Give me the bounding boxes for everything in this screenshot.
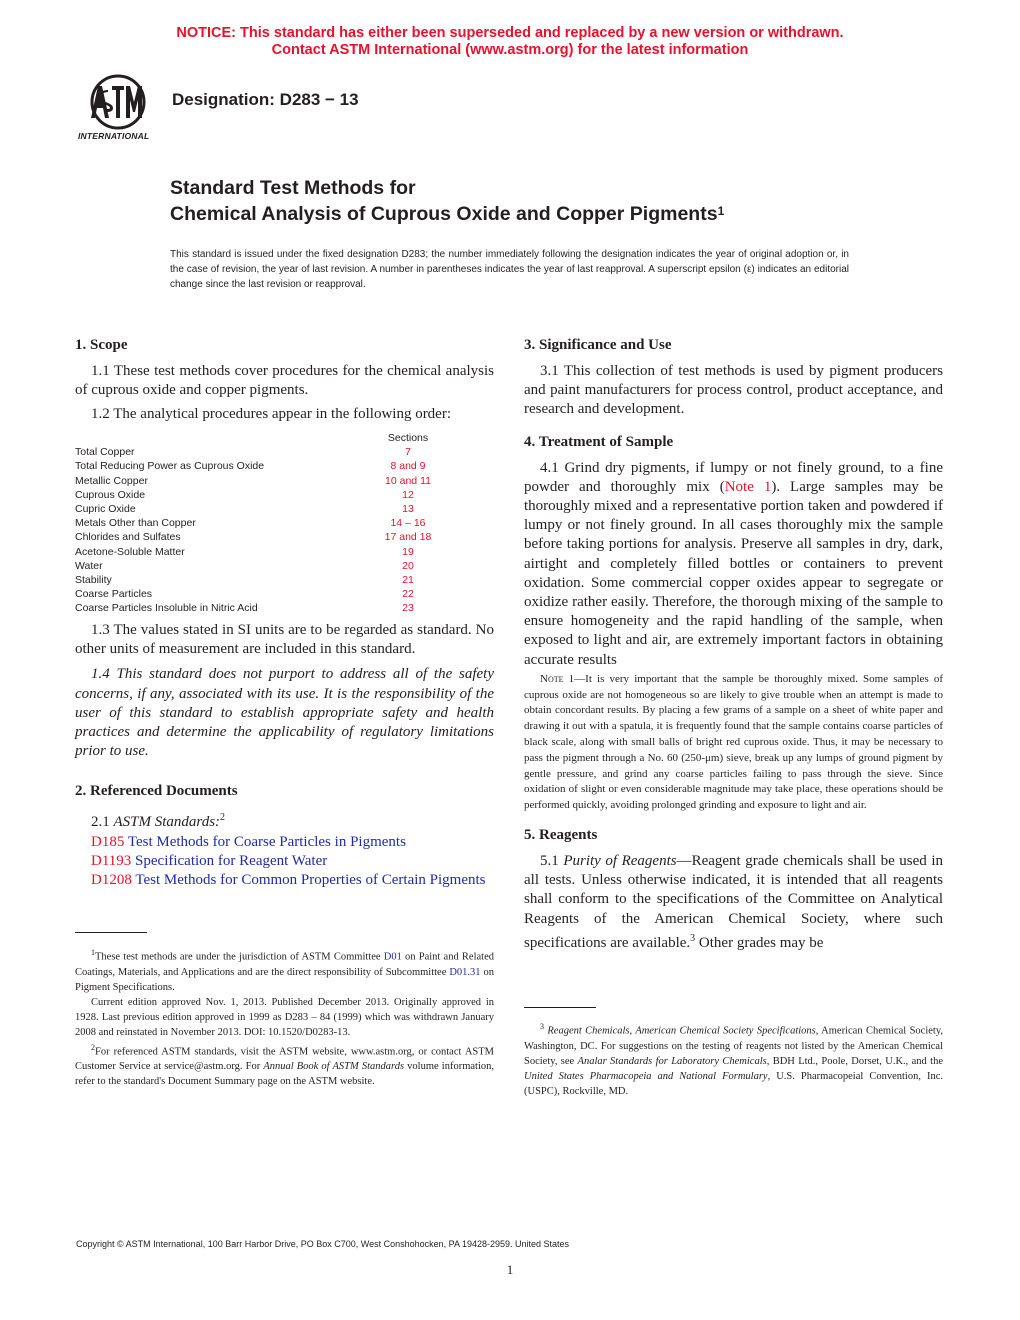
row-sections-link[interactable]: 7: [405, 446, 411, 459]
table-row: [75, 559, 494, 573]
document-title: [170, 175, 724, 227]
para-5-1-text-end: Other grades may be: [695, 934, 824, 951]
footnote-1-approval: Current edition approved Nov. 1, 2013. Published December 2013. Originally approved in 1928. Last previous edition approved in 1999 as D283 – 84 (1999) which was withdrawn January 2008 and reinstated in November 2013. DOI: 10.1520/D0283-13.: [75, 996, 494, 1038]
subcommittee-link[interactable]: D01.31: [449, 966, 481, 978]
footnote-3: [524, 1019, 943, 1099]
table-row: [75, 530, 494, 544]
sections-table: [75, 431, 494, 615]
footnote-2-book-title: Annual Book of ASTM Standards: [263, 1061, 405, 1072]
section-5-heading: 5. Reagents: [524, 827, 598, 844]
left-footnotes: [75, 945, 494, 1089]
row-name: Coarse Particles: [75, 588, 153, 601]
para-2-1: [75, 808, 494, 832]
title-line-1: Standard Test Methods for: [170, 177, 416, 199]
row-sections-link[interactable]: 10 and 11: [385, 474, 431, 487]
footnote-1-text-b: on Paint and Related Coatings, Materials, and Applications and are the direct responsibility of Subcommittee: [75, 951, 494, 978]
reference-title[interactable]: Test Methods for Common Properties of Certain Pigments: [135, 872, 486, 889]
row-sections-link[interactable]: 22: [402, 588, 414, 601]
designation: Designation: D283 − 13: [172, 90, 359, 109]
table-row: [75, 488, 494, 502]
reference-code[interactable]: D1193: [91, 852, 132, 869]
para-5-1-text: —Reagent grade chemicals shall be used in all tests. Unless otherwise indicated, it is intended that all reagents shall conform to the specifications of the Committee on Analytical Reagents of the American Chemical Society, where such specifications are available.: [524, 853, 943, 951]
para-5-1: [524, 852, 943, 953]
row-sections-link[interactable]: 17 and 18: [384, 531, 432, 544]
row-name: Metallic Copper: [75, 474, 148, 487]
right-footnotes: [524, 1019, 943, 1099]
footnote-2-text-a: For referenced ASTM standards, visit the ASTM website, www.astm.org, or contact ASTM Customer Service at service@astm.org. For: [75, 1046, 494, 1072]
withdrawal-notice: [0, 25, 1020, 59]
para-4-1-text-b: ). Large samples may be thoroughly mixed and a representative portion taken and powdered if lumpy or not finely ground. In all cases thoroughly mix the sample before taking portions for analysis. Preserve all samples in dry, dark, airtight and completely filled bottles or containers to prevent oxidation. Some commercial copper oxides appear to segregate or oxidize rather easily. Therefore, the thorough mixing of the sample to ensure homogeneity and the rapid handling of the sample, when exposed to light and air, are extremely important factors in obtaining accurate results: [524, 478, 943, 668]
footnote-divider: [75, 932, 147, 933]
row-sections-link[interactable]: 12: [402, 488, 414, 501]
right-column: [524, 336, 943, 953]
row-sections-link[interactable]: 13: [402, 502, 414, 515]
table-row: [75, 516, 494, 530]
reference-item[interactable]: [75, 852, 494, 871]
purity-of-reagents-label: Purity of Reagents: [563, 853, 677, 870]
row-name: Cuprous Oxide: [75, 488, 146, 501]
row-sections-link[interactable]: 20: [402, 559, 414, 572]
note-1-text: —It is very important that the sample be thoroughly mixed. Some samples of cuprous oxide are not homogeneous so are likely to give trouble when an attempt is made to obtain concordant results. By placing a few grams of a sample on a sheet of white paper and drawing it out with a spatula, it is frequently found that the sample contains coarse particles of black scale, along with small balls of bright red cuprous oxide. Thus, it may be necessary to pass the pigment through a No. 60 (250-μm) sieve, break up any lumps of ground pigment by gentle pressure, and grind any coarse particles failing to pass through the sieve. Since oxidation of slight or even considerable magnitude may take place, these operations should be performed quickly, avoiding prolonged grinding and exposure to light and air.: [524, 672, 943, 812]
footnote-2-text-b: volume information, refer to the standard's Document Summary page on the ASTM website.: [75, 1061, 494, 1087]
reference-code[interactable]: D1208: [91, 872, 132, 889]
note-1: [524, 672, 943, 814]
para-5-1-number: 5.1: [540, 853, 564, 870]
row-sections-link[interactable]: 14 – 16: [390, 517, 426, 530]
para-3-1: 3.1 This collection of test methods is used by pigment producers and paint manufacturers for process control, product acceptance, and research and development.: [524, 363, 943, 418]
reference-item[interactable]: [75, 833, 494, 852]
row-name: Coarse Particles Insoluble in Nitric Acid: [75, 602, 258, 615]
footnote-3-text-a: , American Chemical Society, Washington, DC. For suggestions on the testing of reagents not listed by the American Chemical Society, see: [524, 1025, 944, 1067]
footnote-1-text-a: These test methods are under the jurisdiction of ASTM Committee: [95, 951, 384, 963]
row-name: Chlorides and Sulfates: [75, 531, 181, 544]
notice-line-1: NOTICE: This standard has either been superseded and replaced by a new version or withdrawn.: [176, 25, 844, 41]
para-2-1-number: 2.1: [91, 814, 114, 831]
row-name: Cupric Oxide: [75, 502, 136, 515]
para-1-3: 1.3 The values stated in SI units are to be regarded as standard. No other units of measurement are included in this standard.: [75, 622, 494, 658]
table-row: [75, 459, 494, 473]
para-1-1: 1.1 These test methods cover procedures for the chemical analysis of cuprous oxide and copper pigments.: [75, 363, 494, 399]
table-row: [75, 587, 494, 601]
row-name: Stability: [75, 573, 112, 586]
row-name: Total Copper: [75, 446, 135, 459]
issuance-statement: This standard is issued under the fixed designation D283; the number immediately following the designation indicates the year of original adoption or, in the case of revision, the year of last revision. A number in parentheses indicates the year of last reapproval. A superscript epsilon (ε) indicates an editorial change since the last revision or reapproval.: [170, 249, 849, 290]
footnote-1: [75, 945, 494, 995]
footnote-2-mark: 2: [91, 1042, 95, 1052]
para-1-4: 1.4 This standard does not purport to address all of the safety concerns, if any, associated with its use. It is the responsibility of the user of this standard to establish appropriate safety and health practices and determine the applicability of regulatory limitations prior to use.: [75, 666, 494, 760]
left-column: [75, 336, 494, 425]
row-sections-link[interactable]: 23: [402, 602, 414, 615]
footnote-3-italic-3: United States Pharmacopeia and National Formulary: [524, 1070, 768, 1082]
row-name: Water: [75, 559, 103, 572]
footnote-1-text-c: on Pigment Specifications.: [75, 966, 494, 993]
para-4-1: [524, 459, 943, 670]
row-sections-link[interactable]: 19: [402, 545, 414, 558]
title-line-2: Chemical Analysis of Cuprous Oxide and Copper Pigments: [170, 203, 718, 225]
footnote-3-mark[interactable]: 3: [690, 932, 696, 944]
astm-logo: [76, 72, 160, 144]
footnote-3-italic-1: Reagent Chemicals, American Chemical Society Specifications: [547, 1025, 816, 1037]
para-4-1-text-a: 4.1 Grind dry pigments, if lumpy or not finely ground, to a fine powder and thoroughly mix (: [524, 459, 943, 495]
table-row: [75, 545, 494, 559]
footnote-2: [75, 1040, 494, 1090]
row-name: Total Reducing Power as Cuprous Oxide: [75, 460, 265, 473]
committee-link[interactable]: D01: [383, 951, 402, 963]
sections-column-header: Sections: [387, 432, 429, 444]
para-1-2: 1.2 The analytical procedures appear in the following order:: [91, 406, 452, 423]
footnote-3-text-b: , BDH Ltd., Poole, Dorset, U.K., and the: [766, 1055, 943, 1067]
footnote-3-italic-2: Analar Standards for Laboratory Chemicals: [577, 1055, 767, 1067]
footnote-3-mark-label: 3: [540, 1022, 544, 1031]
notice-line-2: Contact ASTM International (www.astm.org) for the latest information: [271, 42, 749, 58]
note-1-label: Note 1: [540, 672, 575, 685]
footnote-2-mark[interactable]: 2: [220, 812, 226, 824]
row-name: Acetone-Soluble Matter: [75, 545, 185, 558]
section-1-heading: 1. Scope: [75, 337, 128, 353]
copyright-footer: Copyright © ASTM International, 100 Barr Harbor Drive, PO Box C700, West Conshohocken, PA 19428-2959. United States: [76, 1239, 570, 1249]
table-row: [75, 445, 494, 459]
title-footnote-mark: 1: [717, 204, 725, 218]
logo-wordmark: INTERNATIONAL: [78, 131, 150, 141]
table-row: [75, 474, 494, 488]
reference-item[interactable]: [75, 871, 494, 890]
left-column-cont: [75, 621, 494, 890]
astm-standards-label: ASTM Standards:: [113, 814, 221, 831]
footnote-1-mark: 1: [91, 948, 95, 957]
table-row: [75, 502, 494, 516]
section-2-heading: 2. Referenced Documents: [75, 783, 238, 800]
note-1-link[interactable]: Note 1: [724, 478, 772, 495]
footnote-3-text-c: , U.S. Pharmacopeial Convention, Inc. (USPC), Rockville, MD.: [524, 1070, 943, 1097]
section-4-heading: 4. Treatment of Sample: [524, 433, 674, 450]
row-sections-link[interactable]: 21: [402, 573, 414, 586]
page-number: 1: [506, 1262, 514, 1277]
reference-title[interactable]: Specification for Reagent Water: [135, 852, 328, 869]
table-row: [75, 601, 494, 615]
row-name: Metals Other than Copper: [75, 517, 196, 530]
table-row: [75, 573, 494, 587]
reference-title[interactable]: Test Methods for Coarse Particles in Pigments: [127, 833, 406, 850]
section-3-heading: 3. Significance and Use: [524, 337, 672, 353]
reference-code[interactable]: D185: [91, 833, 125, 850]
footnote-divider-right: [524, 1007, 596, 1008]
row-sections-link[interactable]: 8 and 9: [390, 460, 426, 473]
